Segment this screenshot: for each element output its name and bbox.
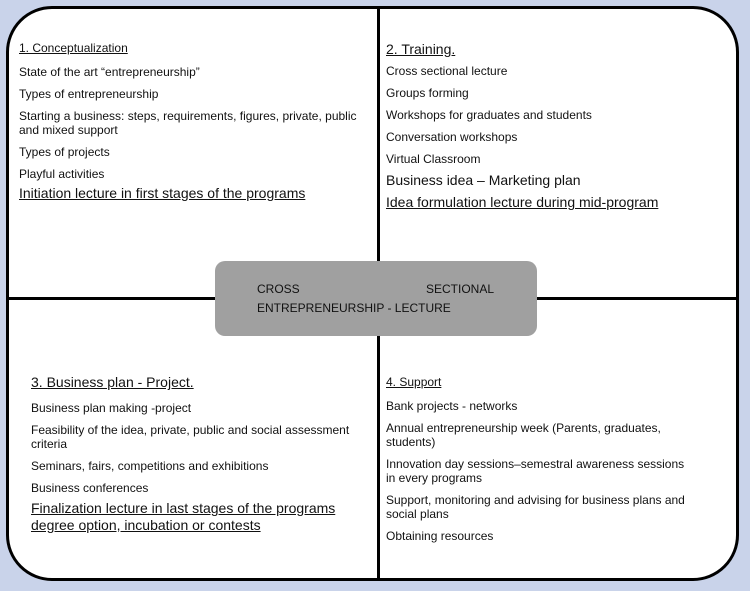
list-item: Workshops for graduates and students: [386, 108, 592, 122]
quadrant-training: [386, 41, 726, 211]
list-item: Bank projects - networks: [386, 399, 518, 413]
list-item: Starting a business: steps, requirements, figures, private, public and mixed support: [19, 109, 357, 137]
list-item: Types of entrepreneurship: [19, 87, 159, 101]
quadrant-conceptualization: [19, 41, 359, 202]
quadrant-support: [386, 375, 686, 551]
center-label-word: SECTIONAL: [426, 282, 495, 296]
quadrant-title: 1. Conceptualization: [19, 41, 128, 55]
list-item: Conversation workshops: [386, 130, 518, 144]
list-item: Cross sectional lecture: [386, 64, 508, 78]
quadrant-business-plan: [31, 374, 376, 534]
center-label-box: [215, 261, 537, 336]
list-item: Business plan making -project: [31, 401, 192, 415]
list-item: Obtaining resources: [386, 529, 494, 543]
list-item: Types of projects: [19, 145, 110, 159]
quadrant-title: 2. Training.: [386, 41, 456, 57]
list-item: Seminars, fairs, competitions and exhibitions: [31, 459, 269, 473]
list-item: Annual entrepreneurship week (Parents, graduates, students): [386, 421, 661, 449]
lecture-note: Initiation lecture in first stages of the programs: [19, 185, 306, 201]
list-item: State of the art “entrepreneurship”: [19, 65, 200, 79]
list-item: Playful activities: [19, 167, 105, 181]
list-item: Innovation day sessions–semestral awareness sessions in every programs: [386, 457, 685, 485]
quadrant-title: 4. Support: [386, 375, 442, 389]
center-label-line: ENTREPRENEURSHIP - LECTURE: [257, 301, 451, 315]
diagram-frame: [6, 6, 739, 581]
center-label-word: CROSS: [257, 282, 300, 296]
list-item: Virtual Classroom: [386, 152, 481, 166]
lecture-note: Finalization lecture in last stages of the programs degree option, incubation or contests: [31, 500, 336, 533]
lecture-note: Idea formulation lecture during mid-program: [386, 194, 659, 210]
list-item: Groups forming: [386, 86, 469, 100]
quadrant-title: 3. Business plan - Project.: [31, 374, 194, 390]
list-item: Business conferences: [31, 481, 149, 495]
list-item: Feasibility of the idea, private, public and social assessment criteria: [31, 423, 350, 451]
highlight-item: Business idea – Marketing plan: [386, 172, 581, 188]
list-item: Support, monitoring and advising for business plans and social plans: [386, 493, 685, 521]
